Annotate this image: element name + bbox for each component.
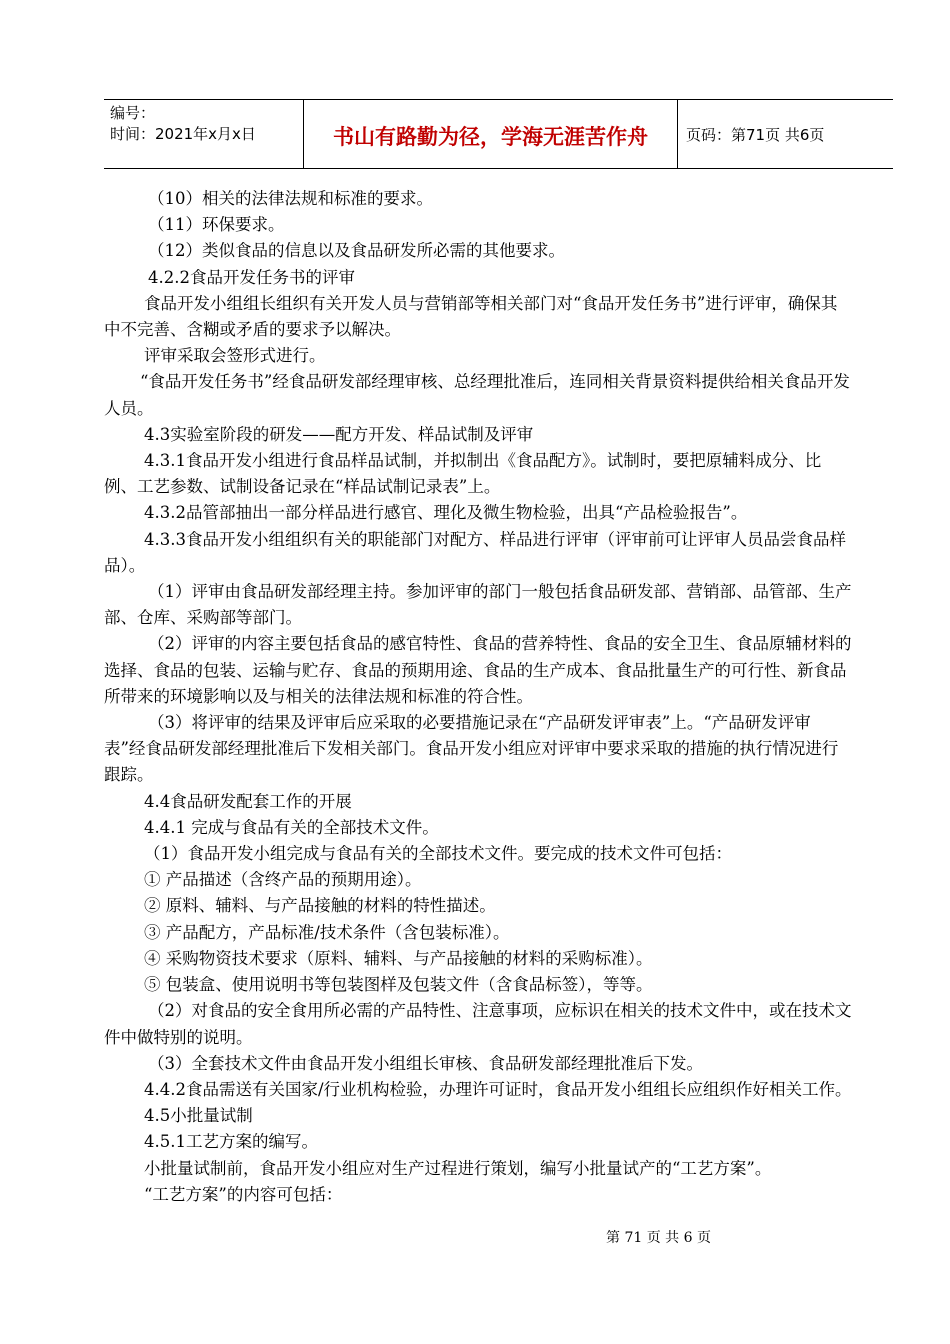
page-footer: 第 71 页 共 6 页 bbox=[606, 1230, 711, 1246]
section-heading: 4.3实验室阶段的研发——配方开发、样品试制及评审 bbox=[144, 424, 534, 444]
paragraph: “工艺方案”的内容可包括： bbox=[144, 1184, 343, 1204]
list-item: ⑤ 包装盒、使用说明书等包装图样及包装文件（含食品标签），等等。 bbox=[144, 975, 653, 995]
paragraph: （12）类似食品的信息以及食品研发所必需的其他要求。 bbox=[148, 241, 565, 261]
paragraph: （1）食品开发小组完成与食品有关的全部技术文件。要完成的技术文件可包括： bbox=[144, 844, 732, 864]
subsection-heading: 4.5.1工艺方案的编写。 bbox=[144, 1132, 318, 1152]
paragraph: 4.3.2品管部抽出一部分样品进行感官、理化及微生物检验，出具“产品检验报告”。 bbox=[144, 503, 748, 523]
number-label: 编号： bbox=[110, 104, 156, 122]
paragraph: 小批量试制前，食品开发小组应对生产过程进行策划，编写小批量试产的“工艺方案”。 bbox=[144, 1158, 772, 1178]
paragraph: （3）将评审的结果及评审后应采取的必要措施记录在“产品研发评审表”上。“产品研发评审表”经食品研发部经理批准后下发相关部门。食品开发小组应对评审中要求采取的措施的执行情况进行跟踪。 bbox=[104, 713, 839, 785]
document-body bbox=[104, 186, 852, 1208]
paragraph: （2）对食品的安全食用所必需的产品特性、注意事项，应标识在相关的技术文件中，或在技术文件中做特别的说明。 bbox=[104, 1001, 852, 1047]
section-heading: 4.4食品研发配套工作的开展 bbox=[144, 791, 352, 811]
section-heading: 4.5小批量试制 bbox=[144, 1106, 253, 1126]
list-item: ① 产品描述（含终产品的预期用途）。 bbox=[144, 870, 422, 890]
list-item: ② 原料、辅料、与产品接触的材料的特性描述。 bbox=[144, 896, 496, 916]
document-header bbox=[104, 99, 893, 169]
section-heading: 4.2.2食品开发任务书的评审 bbox=[148, 267, 355, 287]
paragraph: 4.3.3食品开发小组组织有关的职能部门对配方、样品进行评审（评审前可让评审人员品尝食品样品）。 bbox=[104, 529, 846, 575]
paragraph: 食品开发小组组长组织有关开发人员与营销部等相关部门对“食品开发任务书”进行评审，确保其中不完善、含糊或矛盾的要求予以解决。 bbox=[104, 293, 838, 340]
subsection-heading: 4.4.1 完成与食品有关的全部技术文件。 bbox=[144, 817, 439, 837]
header-motto: 书山有路勤为径，学海无涯苦作舟 bbox=[304, 100, 678, 168]
list-item: ④ 采购物资技术要求（原料、辅料、与产品接触的材料的采购标准）。 bbox=[144, 948, 653, 968]
header-meta bbox=[104, 100, 304, 168]
paragraph: 评审采取会签形式进行。 bbox=[144, 346, 326, 366]
paragraph: 4.4.2食品需送有关国家/行业机构检验，办理许可证时，食品开发小组组长应组织作好相关工作。 bbox=[144, 1079, 852, 1099]
time-label: 时间：2021年x月x日 bbox=[110, 125, 256, 143]
list-item: ③ 产品配方，产品标准/技术条件（含包装标准）。 bbox=[144, 922, 510, 942]
paragraph: （11）环保要求。 bbox=[148, 215, 285, 235]
paragraph: （10）相关的法律法规和标准的要求。 bbox=[148, 189, 433, 208]
paragraph: （2）评审的内容主要包括食品的感官特性、食品的营养特性、食品的安全卫生、食品原辅材料的选择、食品的包装、运输与贮存、食品的预期用途、食品的生产成本、食品批量生产的可行性、新食品所带来的环境影响以及与相关的法律法规和标准的符合性。 bbox=[104, 634, 852, 706]
header-page-label: 页码：第71页 共6页 bbox=[686, 125, 825, 144]
paragraph: 4.3.1食品开发小组进行食品样品试制，并拟制出《食品配方》。试制时，要把原辅料成分、比例、工艺参数、试制设备记录在“样品试制记录表”上。 bbox=[104, 451, 822, 497]
paragraph: “食品开发任务书”经食品研发部经理审核、总经理批准后，连同相关背景资料提供给相关食品开发人员。 bbox=[104, 372, 850, 418]
paragraph: （1）评审由食品研发部经理主持。参加评审的部门一般包括食品研发部、营销部、品管部、生产部、仓库、采购部等部门。 bbox=[104, 582, 852, 628]
paragraph: （3）全套技术文件由食品开发小组组长审核、食品研发部经理批准后下发。 bbox=[148, 1053, 703, 1073]
